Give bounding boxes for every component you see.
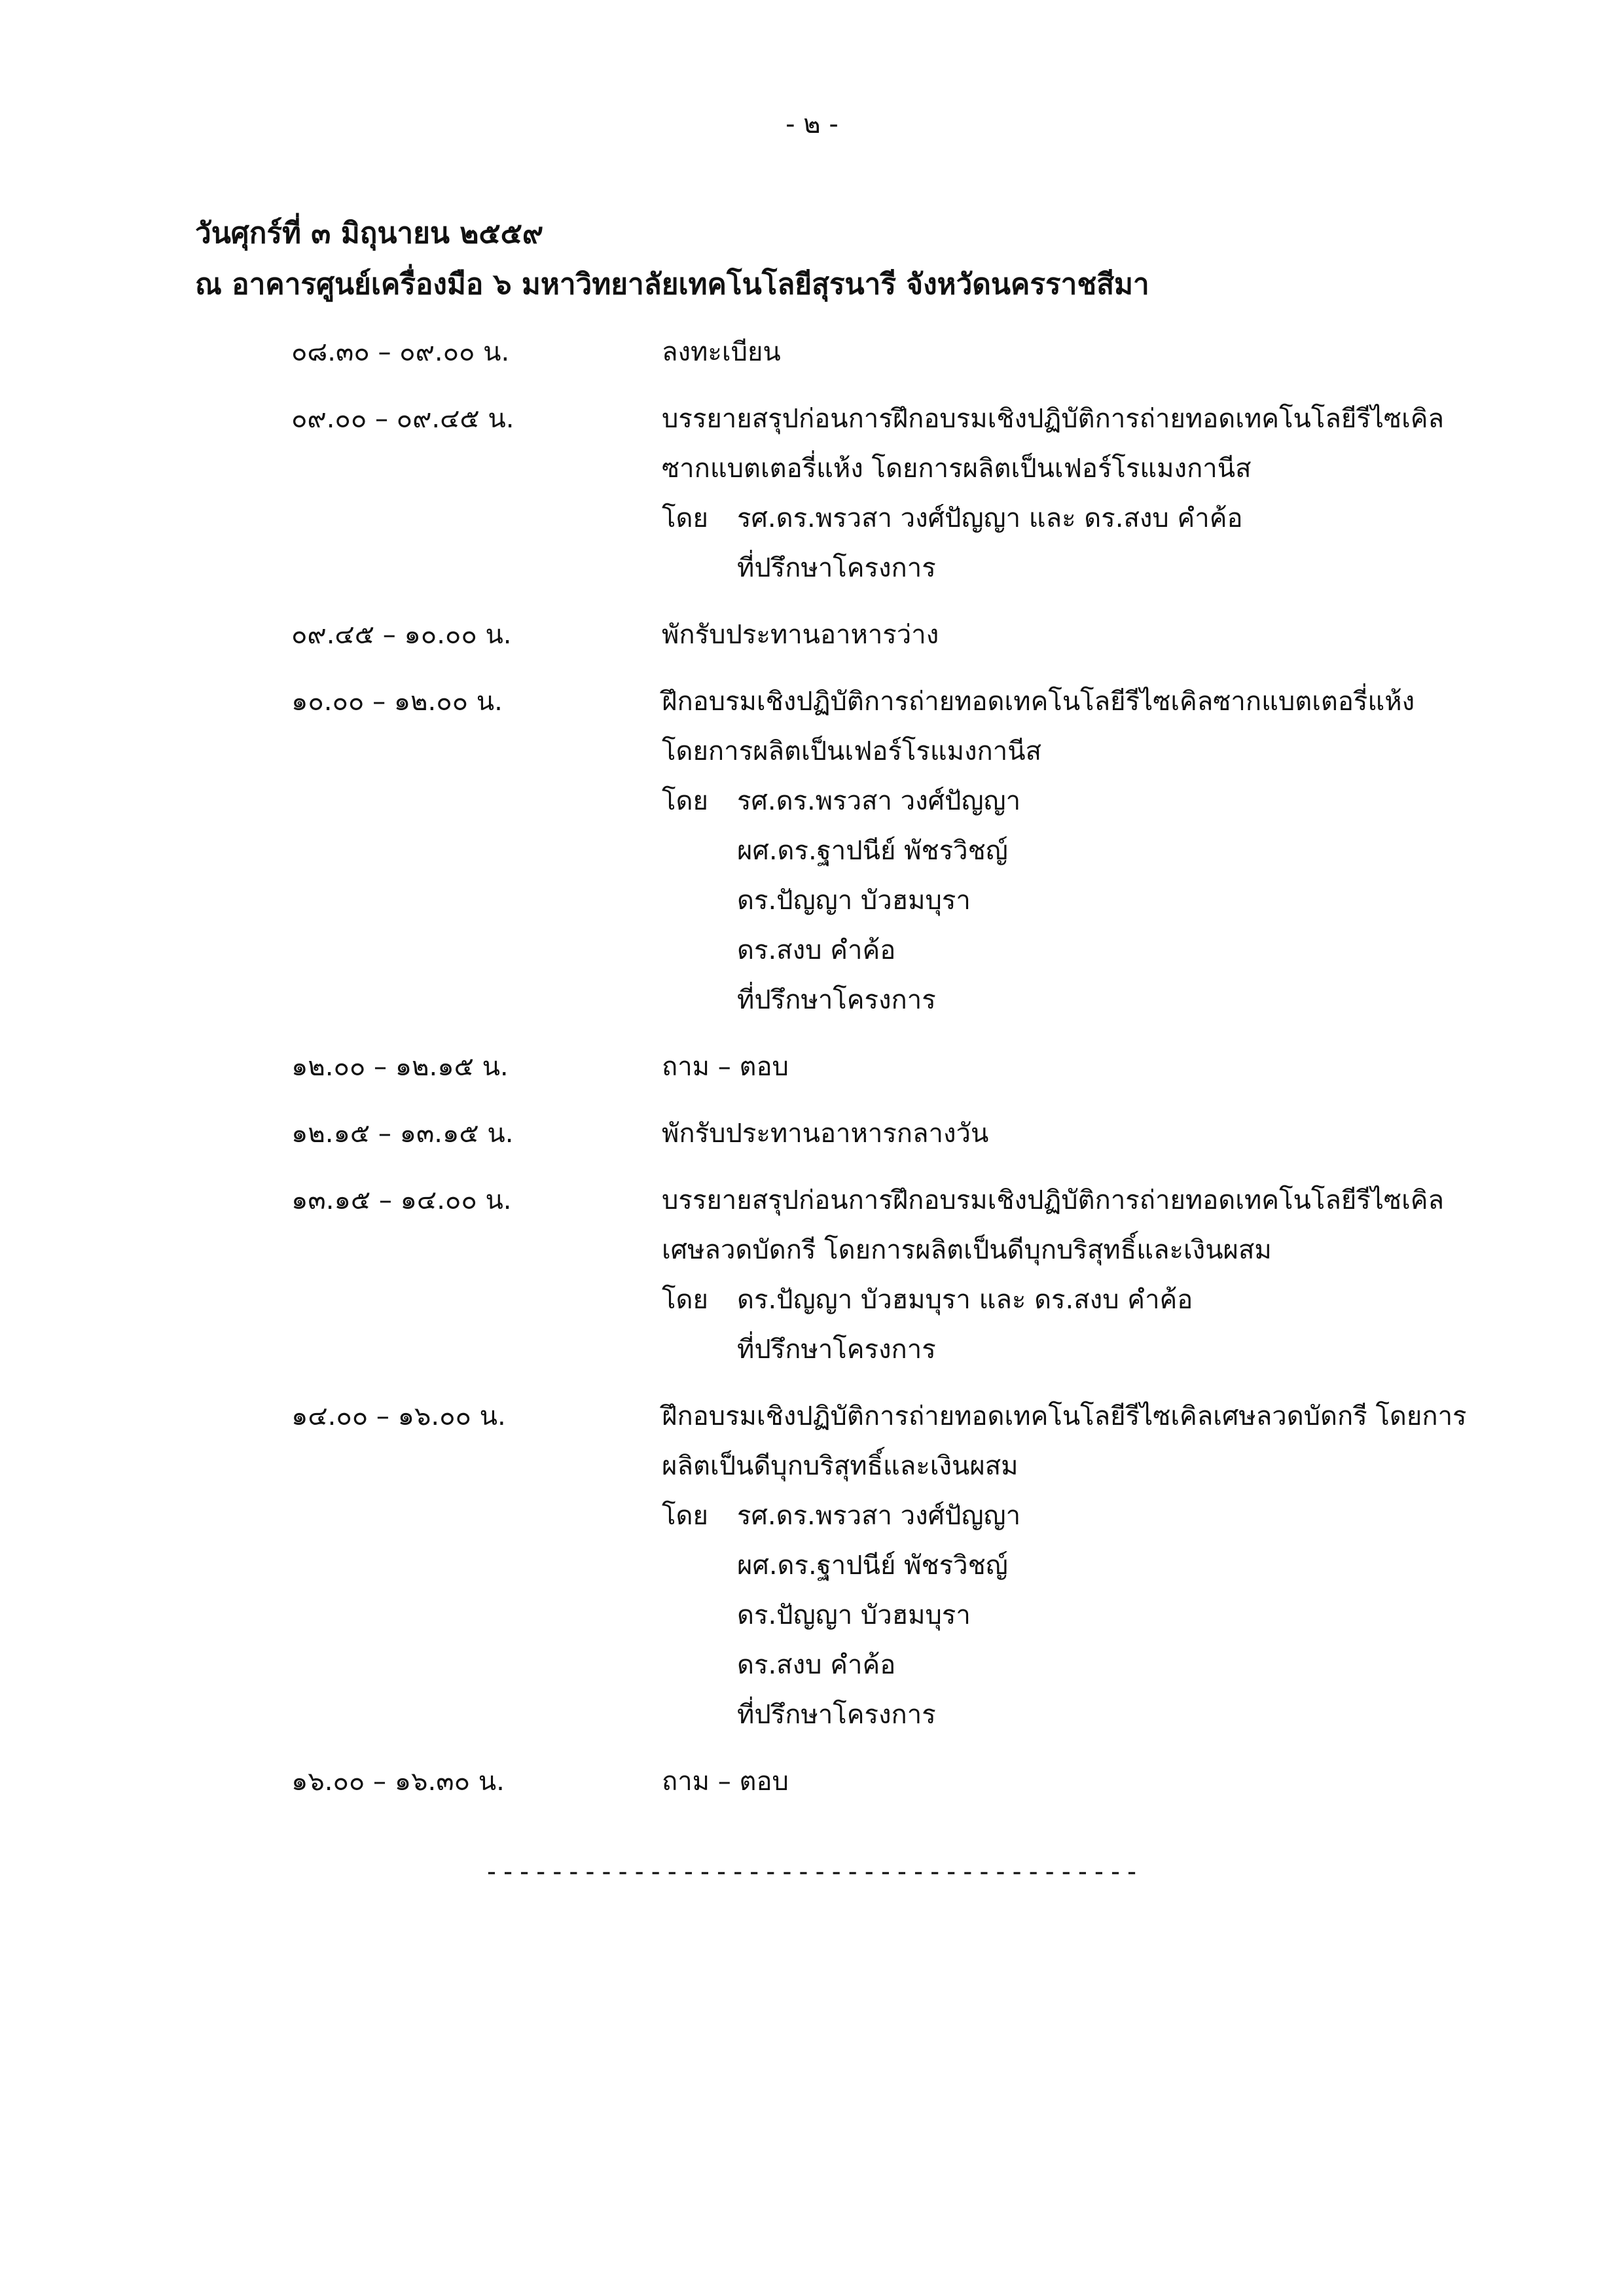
agenda-description-line: โดยการผลิตเป็นเฟอร์โรแมงกานีส [662, 736, 1041, 766]
speaker-name: ผศ.ดร.ฐาปนีย์ พัชรวิชญ์ [737, 1551, 1008, 1581]
speaker-name: ดร.ปัญญา บัวฮมบุรา และ ดร.สงบ คำค้อ [737, 1285, 1193, 1315]
speaker-role: ที่ปรึกษาโครงการ [737, 985, 936, 1015]
speaker-name: ดร.ปัญญา บัวฮมบุรา [737, 1600, 971, 1630]
agenda-description-line: พักรับประทานอาหารกลางวัน [662, 1119, 989, 1149]
agenda-description-line: ผลิตเป็นดีบุกบริสุทธิ์และเงินผสม [662, 1451, 1019, 1481]
agenda-description-line: ถาม – ตอบ [662, 1767, 789, 1797]
by-label: โดย [662, 786, 708, 816]
agenda-time: ๑๐.๐๐ – ๑๒.๐๐ น. [291, 687, 503, 717]
agenda-list [291, 327, 1483, 1823]
agenda-details [662, 1391, 1483, 1740]
speaker-line [662, 1491, 1483, 1541]
agenda-row [291, 1391, 1483, 1740]
agenda-description-line: พักรับประทานอาหารว่าง [662, 620, 939, 650]
speaker-role: ที่ปรึกษาโครงการ [737, 553, 936, 583]
by-label: โดย [662, 503, 708, 533]
by-label: โดย [662, 1501, 708, 1531]
page-number: - ๒ - [785, 109, 839, 139]
agenda-description-line: บรรยายสรุปก่อนการฝึกอบรมเชิงปฏิบัติการถ่ายทอดเทคโนโลยีรีไซเคิล [662, 1185, 1445, 1215]
speaker-name: รศ.ดร.พรวสา วงศ์ปัญญา [737, 1501, 1021, 1531]
schedule-header [195, 208, 1149, 310]
speaker-name: ผศ.ดร.ฐาปนีย์ พัชรวิชญ์ [737, 836, 1008, 866]
agenda-time: ๑๓.๑๕ – ๑๔.๐๐ น. [291, 1185, 512, 1215]
agenda-time: ๑๒.๑๕ – ๑๓.๑๕ น. [291, 1119, 514, 1149]
agenda-time: ๐๘.๓๐ – ๐๙.๐๐ น. [291, 337, 510, 367]
agenda-details [662, 610, 1483, 660]
agenda-description-line: ซากแบตเตอรี่แห้ง โดยการผลิตเป็นเฟอร์โรแมงกานีส [662, 454, 1252, 484]
agenda-description-line: บรรยายสรุปก่อนการฝึกอบรมเชิงปฏิบัติการถ่ายทอดเทคโนโลยีรีไซเคิล [662, 404, 1445, 434]
agenda-description-line: ลงทะเบียน [662, 337, 781, 367]
agenda-time: ๑๖.๐๐ – ๑๖.๓๐ น. [291, 1767, 505, 1797]
agenda-description-line: ฝึกอบรมเชิงปฏิบัติการถ่ายทอดเทคโนโลยีรีไซเคิลเศษลวดบัดกรี โดยการ [662, 1401, 1467, 1431]
agenda-details [662, 394, 1483, 593]
agenda-row [291, 1042, 1483, 1092]
by-label: โดย [662, 1285, 708, 1315]
agenda-row [291, 327, 1483, 377]
event-date: วันศุกร์ที่ ๓ มิถุนายน ๒๕๕๙ [195, 217, 544, 250]
agenda-row [291, 610, 1483, 660]
agenda-time: ๑๔.๐๐ – ๑๖.๐๐ น. [291, 1401, 506, 1431]
agenda-details [662, 327, 1483, 377]
speaker-name: รศ.ดร.พรวสา วงศ์ปัญญา [737, 786, 1021, 816]
agenda-description-line: ฝึกอบรมเชิงปฏิบัติการถ่ายทอดเทคโนโลยีรีไซเคิลซากแบตเตอรี่แห้ง [662, 687, 1415, 717]
speaker-line [662, 776, 1483, 826]
agenda-details [662, 1757, 1483, 1806]
speaker-name: ดร.สงบ คำค้อ [737, 935, 896, 965]
agenda-time: ๐๙.๔๕ – ๑๐.๐๐ น. [291, 620, 512, 650]
agenda-time: ๑๒.๐๐ – ๑๒.๑๕ น. [291, 1052, 509, 1082]
closing-dashed-rule: ---------------------------------------- [483, 1857, 1141, 1887]
speaker-name: ดร.สงบ คำค้อ [737, 1650, 896, 1680]
agenda-details [662, 1042, 1483, 1092]
speaker-role: ที่ปรึกษาโครงการ [737, 1335, 936, 1365]
agenda-details [662, 1175, 1483, 1374]
agenda-details [662, 1109, 1483, 1158]
agenda-details [662, 677, 1483, 1025]
agenda-row [291, 394, 1483, 593]
event-venue: ณ อาคารศูนย์เครื่องมือ ๖ มหาวิทยาลัยเทคโนโลยีสุรนารี จังหวัดนครราชสีมา [195, 268, 1149, 301]
agenda-row [291, 1109, 1483, 1158]
speaker-name: ดร.ปัญญา บัวฮมบุรา [737, 886, 971, 916]
speaker-line [662, 493, 1483, 543]
agenda-description-line: เศษลวดบัดกรี โดยการผลิตเป็นดีบุกบริสุทธิ์และเงินผสม [662, 1235, 1272, 1265]
agenda-time: ๐๙.๐๐ – ๐๙.๔๕ น. [291, 404, 514, 434]
agenda-row [291, 1757, 1483, 1806]
speaker-line [662, 1275, 1483, 1325]
agenda-description-line: ถาม – ตอบ [662, 1052, 789, 1082]
speaker-role: ที่ปรึกษาโครงการ [737, 1700, 936, 1730]
speaker-name: รศ.ดร.พรวสา วงศ์ปัญญา และ ดร.สงบ คำค้อ [737, 503, 1243, 533]
agenda-row [291, 677, 1483, 1025]
agenda-row [291, 1175, 1483, 1374]
